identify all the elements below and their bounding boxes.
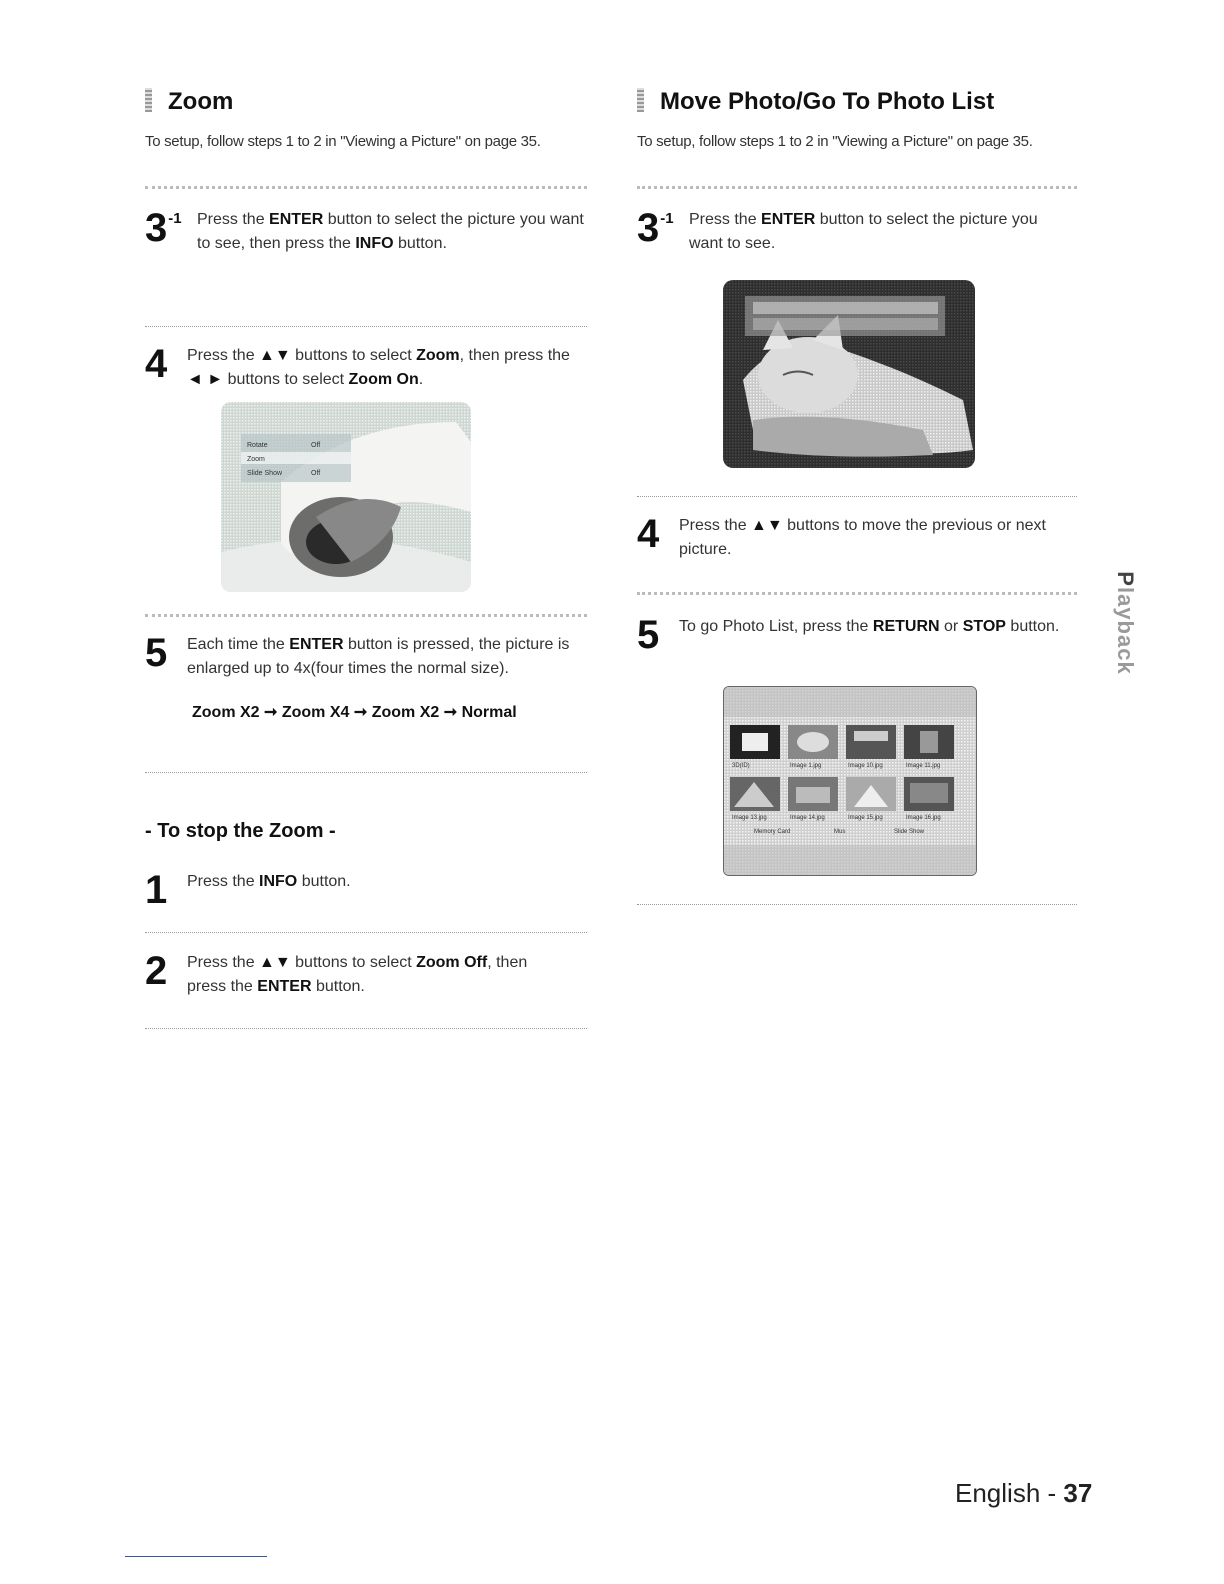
- zoom-title: Zoom: [145, 88, 233, 116]
- divider: [145, 1028, 587, 1029]
- stop-zoom-heading: - To stop the Zoom -: [145, 820, 336, 842]
- nav-memory-card: Memory Card: [754, 829, 791, 835]
- divider: [637, 186, 1077, 189]
- divider: [145, 186, 587, 189]
- menu-slideshow-label: Slide Show: [247, 470, 283, 477]
- list-item-label: Image 16.jpg: [906, 815, 941, 821]
- divider: [637, 904, 1077, 905]
- footer-rule: [125, 1556, 267, 1557]
- zoom-sequence: Zoom X2 ➞ Zoom X4 ➞ Zoom X2 ➞ Normal: [192, 704, 517, 721]
- move-photo-title: Move Photo/Go To Photo List: [637, 88, 994, 116]
- menu-slideshow-value: Off: [311, 470, 321, 477]
- list-item-label: 3D(ID): [732, 763, 750, 769]
- title-bar-icon: [637, 88, 644, 112]
- divider: [145, 614, 587, 617]
- playback-side-tab: Playback: [1113, 571, 1138, 675]
- kitten-photo-screenshot: [723, 280, 975, 468]
- zoom-menu-screenshot: [221, 402, 471, 592]
- divider: [637, 592, 1077, 595]
- menu-rotate-value: Off: [311, 442, 321, 449]
- nav-music: Mus: [834, 829, 846, 835]
- page-footer: English - 37: [955, 1478, 1093, 1508]
- menu-zoom-label: Zoom: [247, 456, 265, 463]
- nav-slide-show: Slide Show: [894, 829, 925, 835]
- list-item-label: Image 1.jpg: [790, 763, 822, 769]
- list-item-label: Image 10.jpg: [848, 763, 883, 769]
- move-photo-intro: To setup, follow steps 1 to 2 in "Viewing a Picture" on page 35.: [637, 133, 1033, 150]
- list-item-label: Image 15.jpg: [848, 815, 883, 821]
- divider: [145, 772, 587, 773]
- divider: [145, 932, 587, 933]
- list-item-label: Image 14.jpg: [790, 815, 825, 821]
- zoom-intro: To setup, follow steps 1 to 2 in "Viewing a Picture" on page 35.: [145, 133, 541, 150]
- divider: [637, 496, 1077, 497]
- title-bar-icon: [145, 88, 152, 112]
- divider: [145, 326, 587, 327]
- list-item-label: Image 11.jpg: [906, 763, 941, 769]
- menu-rotate-label: Rotate: [247, 442, 268, 449]
- photo-list-screenshot: [723, 686, 977, 876]
- list-item-label: Image 13.jpg: [732, 815, 767, 821]
